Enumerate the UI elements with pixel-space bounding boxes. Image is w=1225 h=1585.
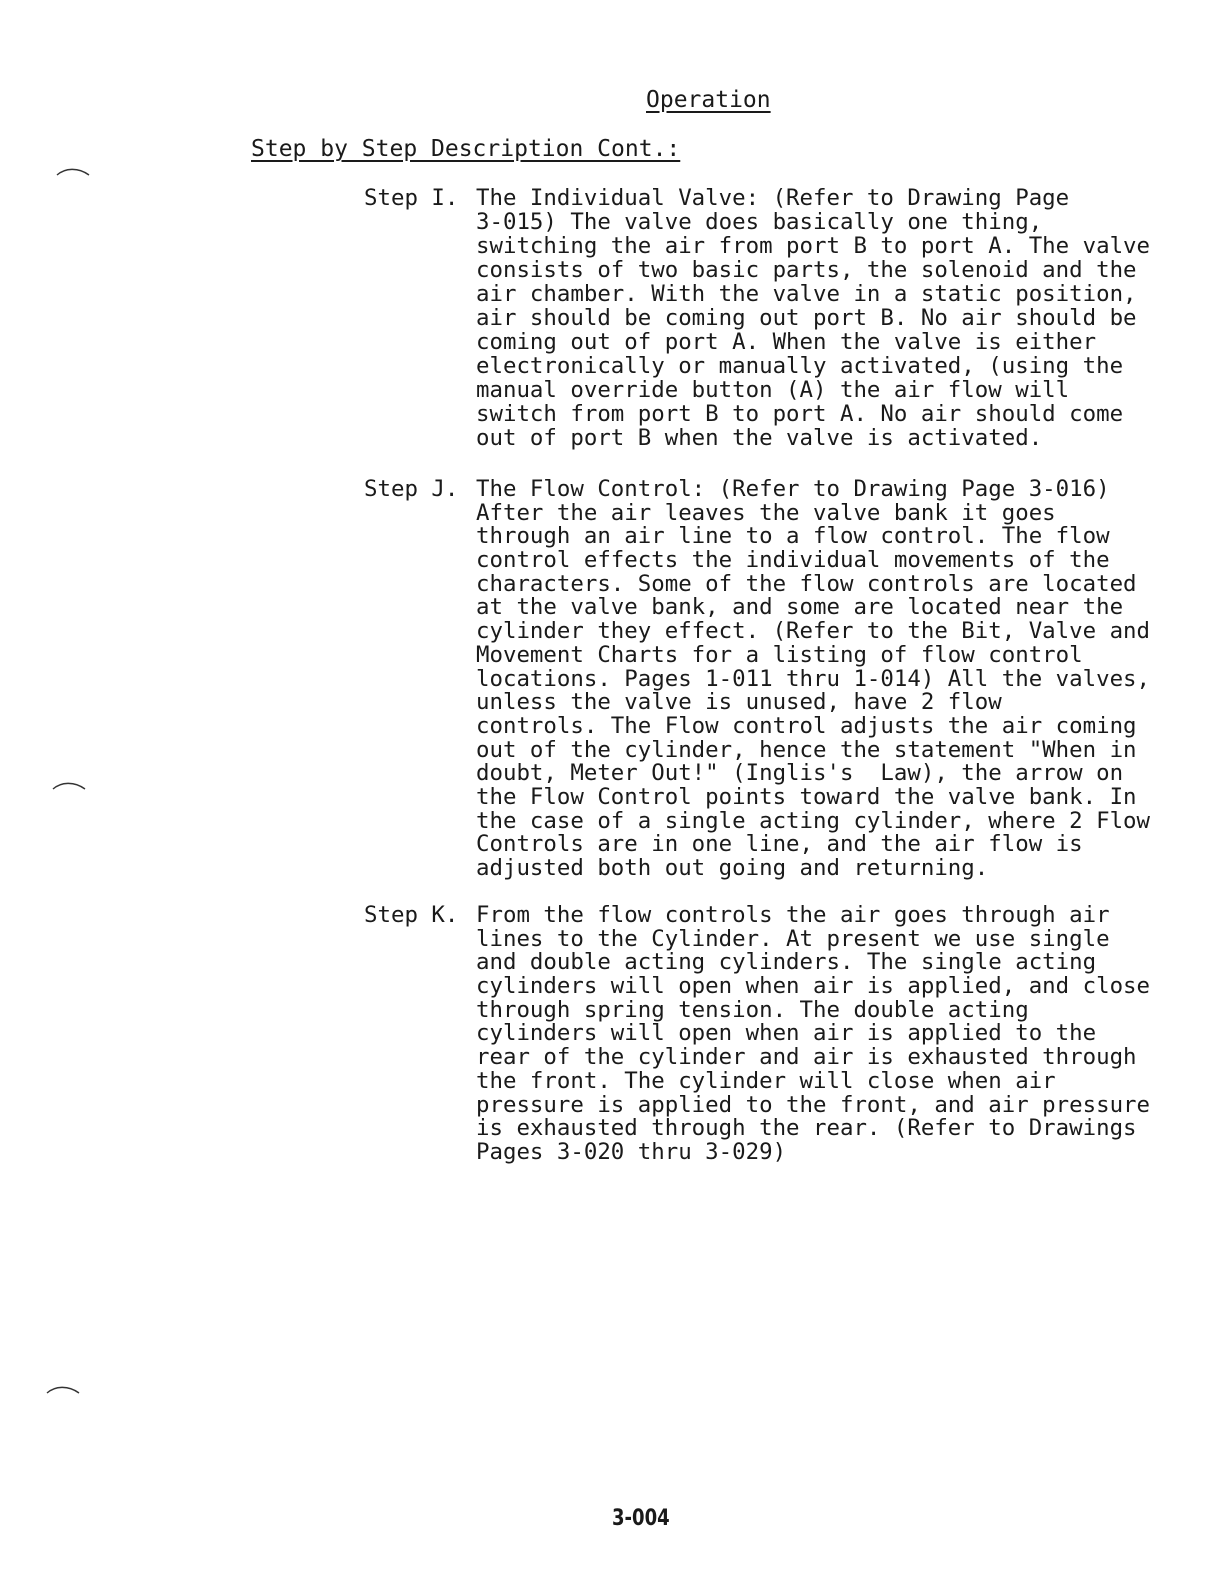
section-heading: Step by Step Description Cont.:	[251, 136, 681, 162]
step-i-line: 3-015) The valve does basically one thing,	[476, 209, 1043, 235]
punch-hole-mark	[56, 166, 90, 178]
step-j-line: After the air leaves the valve bank it goes	[476, 499, 1056, 526]
step-j-line: the case of a single acting cylinder, where 2 Flow	[476, 807, 1151, 834]
step-k-line: rear of the cylinder and air is exhausted through	[476, 1044, 1137, 1071]
step-k-line: cylinders will open when air is applied, and close	[476, 973, 1151, 1000]
step-i-line: air should be coming out port B. No air should be	[476, 305, 1137, 331]
punch-hole-mark	[52, 780, 86, 792]
step-j-line: through an air line to a flow control. The flow	[476, 523, 1110, 550]
step-i-line: air chamber. With the valve in a static position,	[476, 281, 1137, 307]
step-j-line: the Flow Control points toward the valve bank. In	[476, 783, 1137, 810]
step-j-line: locations. Pages 1-011 thru 1-014) All the valves,	[476, 665, 1151, 692]
step-k-line: pressure is applied to the front, and air pressure	[476, 1091, 1151, 1118]
step-k-line: is exhausted through the rear. (Refer to Drawings	[476, 1115, 1137, 1142]
step-k-body	[476, 903, 1196, 1164]
step-k-line: From the flow controls the air goes through air	[476, 902, 1110, 928]
step-k-line: and double acting cylinders. The single acting	[476, 949, 1097, 976]
step-j-body	[476, 477, 1196, 880]
step-j-line: characters. Some of the flow controls are located	[476, 570, 1137, 597]
page-number: 3-004	[612, 1506, 670, 1531]
step-j-line: adjusted both out going and returning.	[476, 855, 989, 881]
step-j-line: control effects the individual movements of the	[476, 547, 1110, 574]
step-i-body	[476, 186, 1196, 450]
step-k-line: the front. The cylinder will close when air	[476, 1067, 1056, 1094]
step-k-line: lines to the Cylinder. At present we use single	[476, 925, 1110, 952]
step-i-line: consists of two basic parts, the solenoid and the	[476, 257, 1137, 283]
step-j-line: unless the valve is unused, have 2 flow	[476, 689, 1002, 716]
step-i-line: coming out of port A. When the valve is either	[476, 329, 1097, 355]
step-i-line: switch from port B to port A. No air should come	[476, 401, 1124, 427]
page-title: Operation	[646, 87, 771, 113]
step-i-line: electronically or manually activated, (using the	[476, 353, 1124, 379]
step-k-label: Step K.	[364, 902, 459, 928]
step-j-line: cylinder they effect. (Refer to the Bit, Valve and	[476, 618, 1151, 645]
step-j-line: controls. The Flow control adjusts the air coming	[476, 712, 1137, 739]
step-i-line: out of port B when the valve is activated.	[476, 425, 1043, 451]
step-k-line: cylinders will open when air is applied to the	[476, 1020, 1097, 1047]
step-i-label: Step I.	[364, 185, 459, 211]
punch-hole-mark	[46, 1384, 80, 1396]
step-j-label: Step J.	[364, 476, 459, 502]
step-i-line: manual override button (A) the air flow will	[476, 377, 1070, 403]
step-j-line: Movement Charts for a listing of flow control	[476, 641, 1083, 668]
step-j-line: at the valve bank, and some are located near the	[476, 594, 1124, 621]
step-k-line: through spring tension. The double acting	[476, 996, 1029, 1023]
step-i-line: The Individual Valve: (Refer to Drawing Page	[476, 185, 1070, 211]
step-j-line: doubt, Meter Out!" (Inglis's Law), the arrow on	[476, 760, 1124, 787]
step-j-line: The Flow Control: (Refer to Drawing Page 3-016)	[476, 476, 1110, 502]
step-j-line: Controls are in one line, and the air flow is	[476, 831, 1083, 858]
step-j-line: out of the cylinder, hence the statement "When in	[476, 736, 1137, 763]
step-i-line: switching the air from port B to port A. The valve	[476, 233, 1151, 259]
step-k-line: Pages 3-020 thru 3-029)	[476, 1138, 787, 1165]
